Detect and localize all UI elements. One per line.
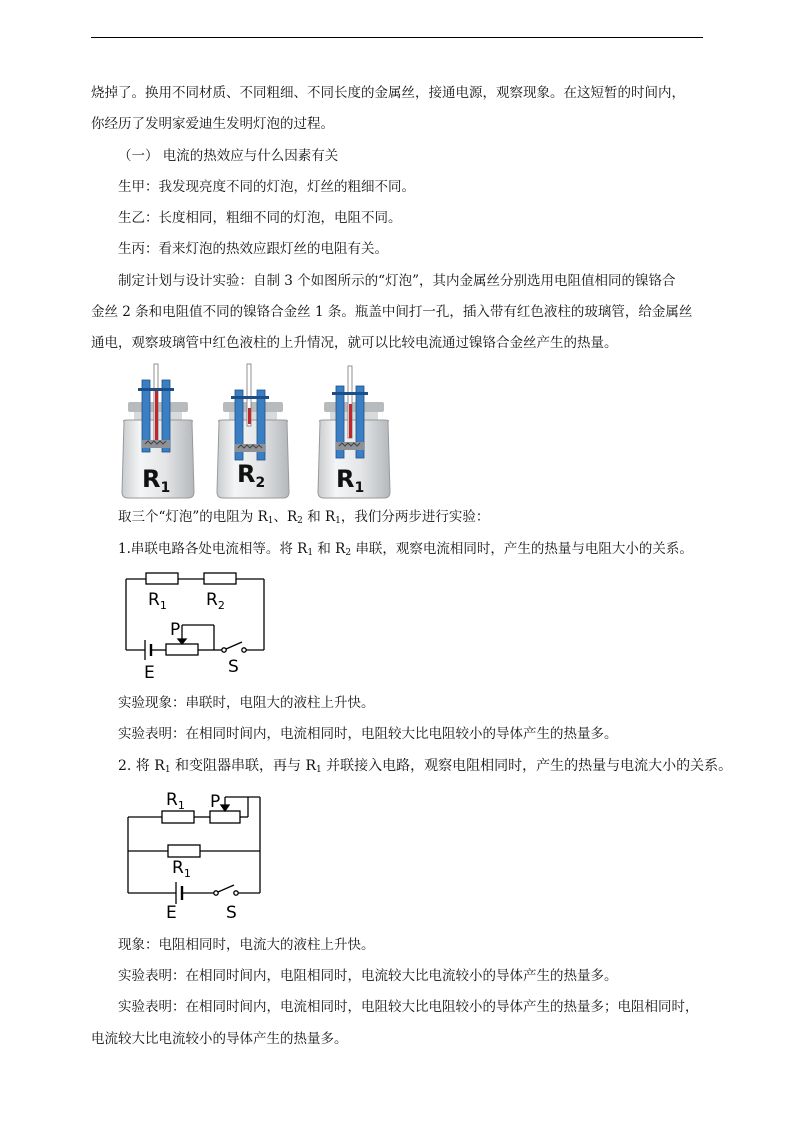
step-1-text: 1.串联电路各处电流相等。将 $R_1$ 和 $R_2$ 串联，观察电流相同时，产生的热量与电阻大小的关系。 (118, 541, 693, 558)
label-p: P (170, 620, 181, 640)
bulb-jars-figure (118, 360, 398, 502)
switch-lever (226, 642, 242, 649)
result-2-phenomenon: 现象：电阻相同时，电流大的液柱上升快。 (118, 937, 375, 953)
label-r1-bottom: $R_1$ (172, 858, 191, 880)
label-r2: $R_2$ (206, 590, 225, 612)
series-circuit-diagram (118, 565, 278, 685)
label-p: P (210, 792, 221, 812)
label-e: E (144, 663, 155, 683)
header-rule (91, 37, 703, 38)
plan-line-3: 通电，观察玻璃管中红色液柱的上升情况，就可以比较电流通过镍铬合金丝产生的热量。 (91, 335, 618, 351)
resistor-r1 (146, 573, 178, 584)
dialog-line-1: 生甲：我发现亮度不同的灯泡，灯丝的粗细不同。 (118, 179, 415, 195)
resistors-sentence: 取三个“灯泡”的电阻为 $R_1$、$R_2$ 和 $R_1$，我们分两步进行实验： (118, 509, 490, 526)
rheostat (210, 811, 240, 823)
intro-line-2: 你经历了发明家爱迪生发明灯泡的过程。 (91, 116, 334, 132)
switch-lever (218, 885, 234, 892)
label-r1: $R_1$ (148, 590, 167, 612)
plan-line-2: 金丝 2 条和电阻值不同的镍铬合金丝 1 条。瓶盖中间打一孔，插入带有红色液柱的玻璃管，给金属丝 (91, 304, 693, 320)
intro-line-1: 烧掉了。换用不同材质、不同粗细、不同长度的金属丝，接通电源，观察现象。在这短暂的时间内， (91, 85, 685, 101)
result-2-conclusion: 实验表明：在相同时间内，电阻相同时，电流较大比电流较小的导体产生的热量多。 (118, 968, 618, 984)
summary-line-2: 电流较大比电流较小的导体产生的热量多。 (91, 1031, 348, 1047)
result-1-conclusion: 实验表明：在相同时间内，电流相同时，电阻较大比电阻较小的导体产生的热量多。 (118, 726, 618, 742)
switch-contact-left (222, 648, 226, 652)
rheostat (166, 644, 198, 655)
resistor-r2 (204, 573, 236, 584)
result-1-phenomenon: 实验现象：串联时，电阻大的液柱上升快。 (118, 695, 375, 711)
label-s: S (228, 657, 239, 677)
resistor-r1-bottom (168, 845, 200, 857)
label-r1-top: $R_1$ (166, 790, 185, 812)
switch-contact-right (234, 891, 238, 895)
label-e: E (166, 903, 177, 923)
plan-line-1: 制定计划与设计实验：自制 3 个如图所示的“灯泡”，其内金属丝分别选用电阻值相同的镍铬合 (118, 273, 676, 289)
bulb-1-label: $R_1$ (142, 465, 171, 496)
jar-3 (318, 366, 390, 498)
dialog-line-2: 生乙：长度相同，粗细不同的灯泡，电阻不同。 (118, 210, 402, 226)
step-2-text: 2. 将 $R_1$ 和变阻器串联，再与 $R_1$ 并联接入电路，观察电阻相同时，产生的热量与电流大小的关系。 (118, 758, 733, 775)
rheostat-slider-arrow (221, 805, 229, 811)
jar-2 (217, 364, 289, 498)
resistor-r1-top (162, 811, 194, 823)
section-heading: （一） 电流的热效应与什么因素有关 (118, 148, 339, 164)
switch-contact-left (214, 891, 218, 895)
jar-1 (122, 364, 194, 498)
switch-contact-right (242, 648, 246, 652)
dialog-line-3: 生丙：看来灯泡的热效应跟灯丝的电阻有关。 (118, 241, 388, 257)
bulb-3-label: $R_1$ (336, 465, 365, 496)
label-s: S (226, 903, 237, 923)
summary-line-1: 实验表明：在相同时间内，电流相同时，电阻较大比电阻较小的导体产生的热量多；电阻相同时， (118, 999, 699, 1015)
parallel-circuit-diagram (118, 785, 278, 925)
bulb-2-label: $R_2$ (237, 460, 266, 491)
